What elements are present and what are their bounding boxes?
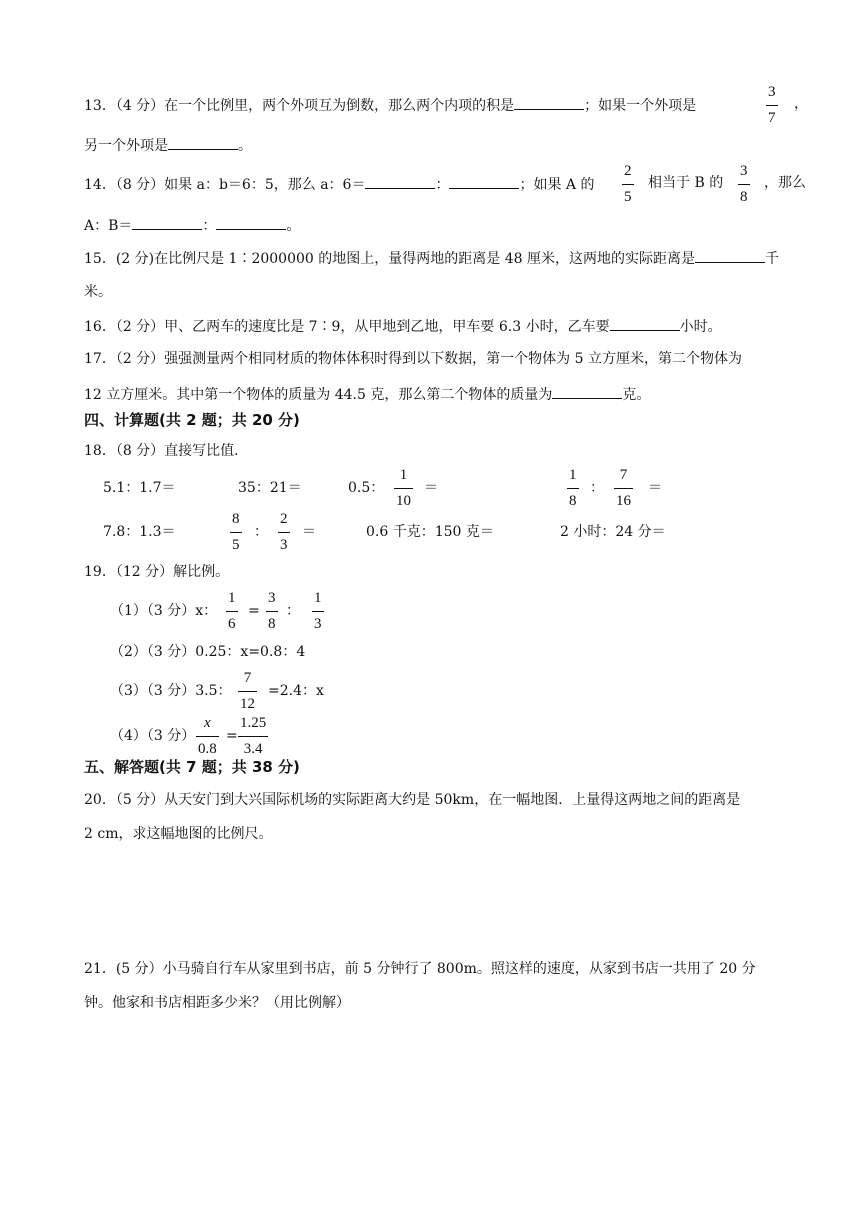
q18-item: 7.8：1.3＝ xyxy=(103,524,176,540)
q18-item: 5.1：1.7＝ xyxy=(103,480,176,496)
equals-sign: ＝ xyxy=(648,480,662,496)
fraction: 2 3 xyxy=(280,511,288,553)
answer-blank[interactable] xyxy=(695,250,765,263)
q19-part3: （3）（3 分）3.5： xyxy=(110,683,232,699)
q14-line2: A：B＝ ： 。 xyxy=(84,218,301,234)
fraction: x 0.8 xyxy=(198,715,217,757)
answer-blank[interactable] xyxy=(610,318,680,331)
fraction: 7 16 xyxy=(616,467,631,509)
section-heading: 四、计算题(共 2 题；共 20 分) xyxy=(84,411,300,429)
answer-blank[interactable] xyxy=(216,217,286,230)
q15-line2: 米。 xyxy=(84,284,112,300)
equals-sign: ＝ xyxy=(302,524,316,540)
q16-line: 16．（2 分）甲、乙两车的速度比是 7∶9，从甲地到乙地，甲车要 6.3 小时，乙车要 小时。 xyxy=(84,319,722,335)
fraction: 1 8 xyxy=(569,467,577,509)
q15-line1: 15．(2 分)在比例尺是 1∶2000000 的地图上，量得两地的距离是 48 厘米，这两地的实际距离是 千 xyxy=(84,251,779,267)
q20-line1: 20．（5 分）从天安门到大兴国际机场的实际距离大约是 50km，在一幅地图．上量得这两地之间的距离是 xyxy=(84,792,741,808)
colon: ： xyxy=(254,524,268,540)
q19-text: =2.4：x xyxy=(268,683,324,699)
colon: ： xyxy=(286,603,300,619)
q19-title: 19．（12 分）解比例。 xyxy=(84,564,230,580)
fraction: 1 6 xyxy=(228,590,236,632)
fraction: 2 5 xyxy=(624,163,632,205)
q18-item: 35：21＝ xyxy=(238,480,302,496)
answer-blank[interactable] xyxy=(132,217,202,230)
q18-title: 18．（8 分）直接写比值． xyxy=(84,443,249,459)
fraction: 3 8 xyxy=(268,590,276,632)
q13-text: 13．（4 分）在一个比例里，两个外项互为倒数，那么两个内项的积是 xyxy=(84,98,515,114)
answer-blank[interactable] xyxy=(449,176,519,189)
q18-item: 0.6 千克：150 克＝ xyxy=(366,524,494,540)
q19-part4: （4）（3 分） xyxy=(110,728,196,744)
equals-sign: = xyxy=(226,728,238,744)
q18-item: 0.5： xyxy=(348,480,385,496)
q13-line1 xyxy=(84,97,696,113)
fraction: 1 3 xyxy=(314,590,322,632)
q17-line1: 17．（2 分）强强测量两个相同材质的物体体积时得到以下数据，第一个物体为 5 立方厘米，第二个物体为 xyxy=(84,351,742,367)
section-heading: 五、解答题(共 7 题；共 38 分) xyxy=(84,758,300,776)
q18-item: 2 小时：24 分＝ xyxy=(560,524,666,540)
fraction: 7 12 xyxy=(240,670,255,712)
colon: ： xyxy=(590,480,604,496)
fraction: 3 8 xyxy=(740,163,748,205)
q21-line1: 21．(5 分）小马骑自行车从家里到书店，前 5 分钟行了 800m。照这样的速度，从家到书店一共用了 20 分 xyxy=(84,961,756,977)
q20-line2: 2 cm，求这幅地图的比例尺。 xyxy=(84,826,273,842)
answer-blank[interactable] xyxy=(552,386,622,399)
fraction: 1 10 xyxy=(396,467,411,509)
q13-line2: 另一个外项是 。 xyxy=(84,138,252,154)
q14-line1: 14．（8 分）如果 a：b＝6：5，那么 a：6＝ ： ；如果 A 的 xyxy=(84,177,595,193)
q13-text: ， xyxy=(794,96,808,112)
q21-line2: 钟。他家和书店相距多少米？（用比例解） xyxy=(84,995,350,1011)
q13-text: ；如果一个外项是 xyxy=(584,98,697,114)
equals-sign: ＝ xyxy=(424,480,438,496)
q14-text: 相当于 B 的 xyxy=(648,175,724,191)
fraction: 3 7 xyxy=(768,84,776,126)
answer-blank[interactable] xyxy=(168,137,238,150)
q17-line2: 12 立方厘米。其中第一个物体的质量为 44.5 克，那么第二个物体的质量为 克。 xyxy=(84,387,651,403)
answer-blank[interactable] xyxy=(365,176,435,189)
fraction: 8 5 xyxy=(232,511,240,553)
fraction: 1.25 3.4 xyxy=(240,715,267,757)
answer-blank[interactable] xyxy=(514,97,584,110)
q19-part1: （1）（3 分）x： xyxy=(110,603,218,619)
equals-sign: = xyxy=(248,603,260,619)
q14-text: ，那么 xyxy=(764,175,806,191)
q19-part2: （2）（3 分）0.25：x=0.8：4 xyxy=(110,644,306,660)
